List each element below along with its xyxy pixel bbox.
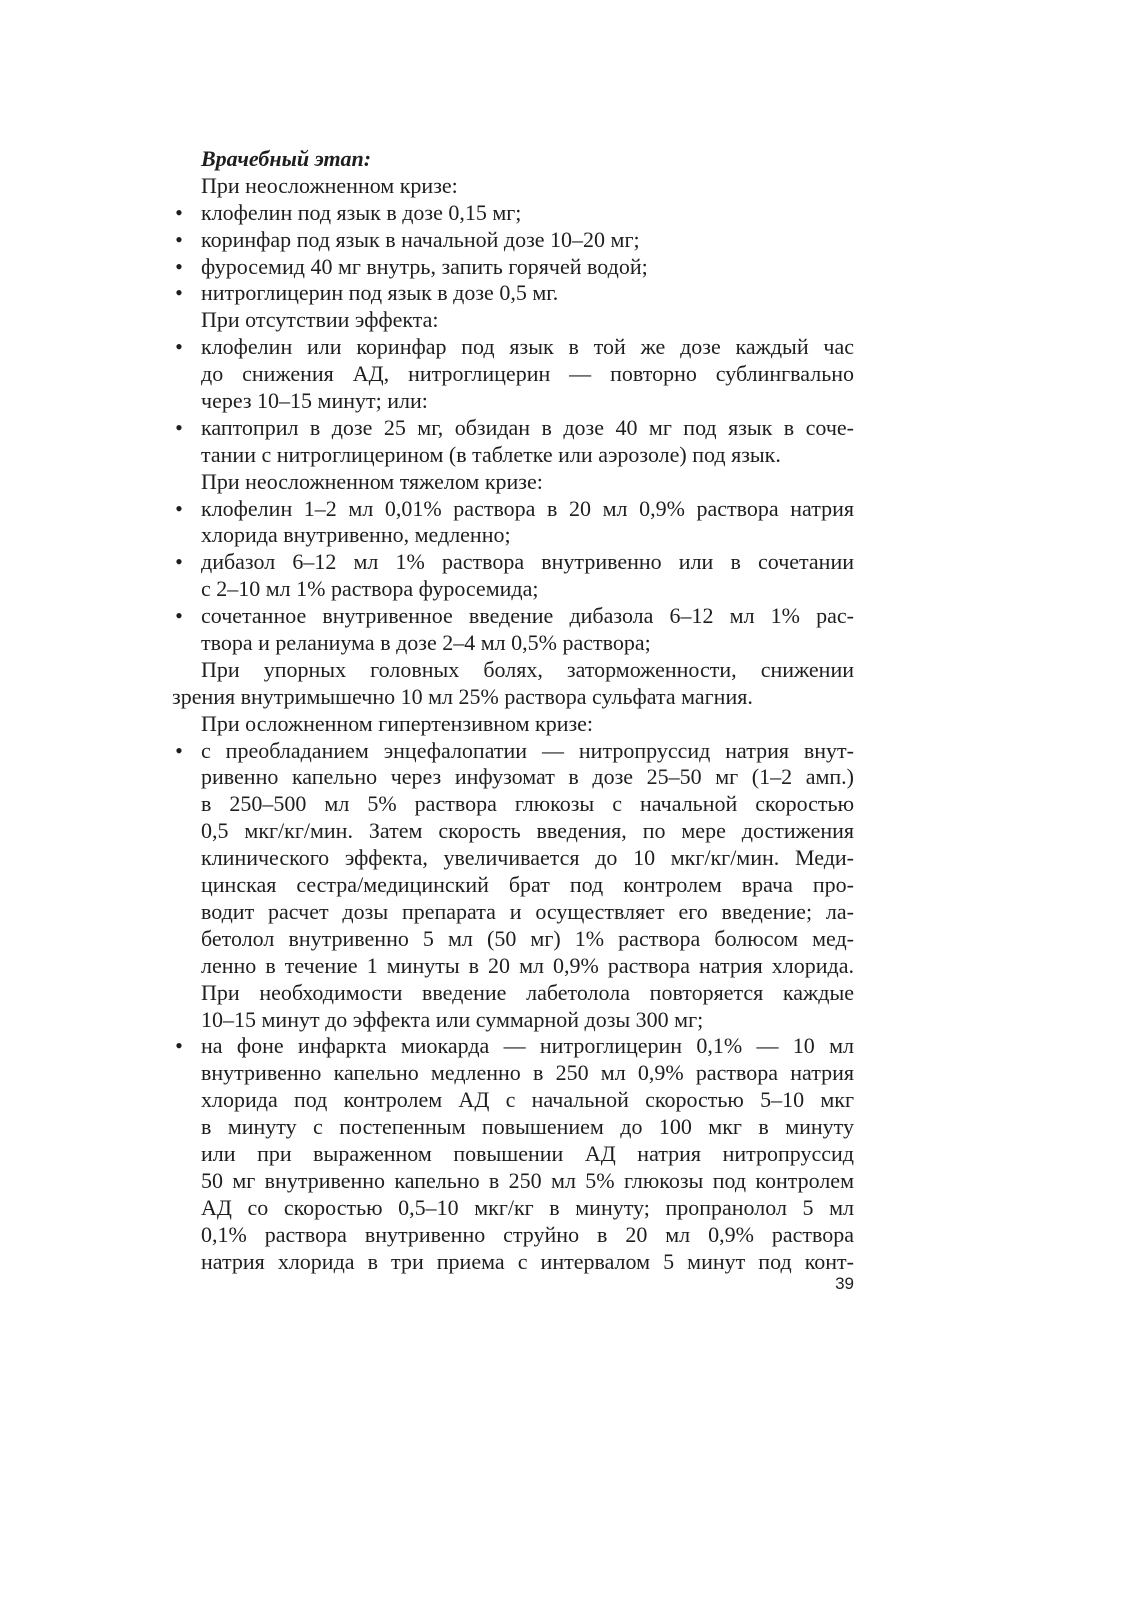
list-item-line: с преобладанием энцефалопатии — нитропруссид натрия внут- (201, 737, 854, 763)
list-item (172, 254, 854, 281)
list-item-line: на фоне инфаркта миокарда — нитроглицерин 0,1% — 10 мл (201, 1033, 854, 1059)
list-item-line: фуросемид 40 мг внутрь, запить горячей водой; (201, 253, 648, 279)
list-item-line: водит расчет дозы препарата и осуществляет его введение; ла- (201, 898, 854, 924)
list-item-line: клинического эффекта, увеличивается до 10 мкг/кг/мин. Меди- (201, 845, 854, 871)
bullet-marker: • (175, 1033, 183, 1059)
paragraph-headache-line: зрения внутримышечно 10 мл 25% раствора сульфата магния. (172, 683, 753, 709)
bullet-marker: • (175, 737, 183, 763)
bullet-marker: • (175, 334, 183, 360)
list-item-line: клофелин под язык в дозе 0,15 мг; (201, 199, 522, 225)
list-item-line: ривенно капельно через инфузомат в дозе 25–50 мг (1–2 амп.) (201, 764, 854, 790)
list-item-line: коринфар под язык в начальной дозе 10–20 мг; (201, 226, 640, 252)
bullet-marker: • (175, 253, 183, 279)
list-item-line: твора и реланиума в дозе 2–4 мл 0,5% раствора; (201, 630, 651, 656)
list-item (172, 1033, 854, 1275)
list-item-line: тании с нитроглицерином (в таблетке или аэрозоле) под язык. (201, 441, 781, 467)
list-item-line: хлорида под контролем АД с начальной скоростью 5–10 мкг (201, 1087, 854, 1113)
paragraph-no-effect-intro: При отсутствии эффекта: (201, 307, 439, 333)
list-item-line: цинская сестра/медицинский брат под контролем врача про- (201, 872, 854, 898)
section-heading: Врачебный этап: (201, 146, 372, 171)
list-item (172, 200, 854, 227)
list-item-line: бетолол внутривенно 5 мл (50 мг) 1% раствора болюсом мед- (201, 925, 854, 951)
bullet-marker: • (175, 495, 183, 521)
list-item (172, 227, 854, 254)
paragraph-severe-intro: При неосложненном тяжелом кризе: (201, 468, 543, 494)
bullet-marker: • (175, 280, 183, 306)
list-item-line: ленно в течение 1 минуты в 20 мл 0,9% раствора натрия хлорида. (201, 952, 854, 978)
bullet-marker: • (175, 414, 183, 440)
list-item-line: АД со скоростью 0,5–10 мкг/кг в минуту; пропранолол 5 мл (201, 1194, 854, 1220)
list-item-line: 0,5 мкг/кг/мин. Затем скорость введения, по мере достижения (201, 818, 854, 844)
list-item-line: клофелин 1–2 мл 0,01% раствора в 20 мл 0,9% раствора натрия (201, 495, 854, 521)
list-item-line: 50 мг внутривенно капельно в 250 мл 5% глюкозы под контролем (201, 1167, 854, 1193)
list-item-line: через 10–15 минут; или: (201, 388, 428, 414)
list-item-line: 0,1% раствора внутривенно струйно в 20 мл 0,9% раствора (201, 1221, 854, 1247)
paragraph-headache-line: При упорных головных болях, заторможенности, снижении (201, 656, 854, 682)
list-item-line: или при выраженном повышении АД натрия нитропруссид (201, 1140, 854, 1166)
list-item-line: хлорида внутривенно, медленно; (201, 522, 511, 548)
list-item (172, 549, 854, 603)
list-item (172, 603, 854, 657)
list-item (172, 280, 854, 307)
list-item-line: внутривенно капельно медленно в 250 мл 0,9% раствора натрия (201, 1060, 854, 1086)
list-item-line: При необходимости введение лабетолола повторяется каждые (201, 979, 854, 1005)
bullet-marker: • (175, 549, 183, 575)
list-item (172, 334, 854, 415)
list-item-line: до снижения АД, нитроглицерин — повторно сублингвально (201, 361, 854, 387)
list-item (172, 496, 854, 550)
bullet-marker: • (175, 603, 183, 629)
list-item-line: в минуту с постепенным повышением до 100 мкг в минуту (201, 1114, 854, 1140)
paragraph-complicated-intro: При осложненном гипертензивном кризе: (201, 710, 594, 736)
list-item-line: с 2–10 мл 1% раствора фуросемида; (201, 576, 539, 602)
body-text (172, 146, 854, 1275)
list-item-line: натрия хлорида в три приема с интервалом 5 минут под конт- (201, 1248, 854, 1274)
list-item (172, 738, 854, 1034)
paragraph-uncomplicated-intro: При неосложненном кризе: (201, 172, 458, 198)
list-item (172, 415, 854, 469)
list-item-line: сочетанное внутривенное введение дибазола 6–12 мл 1% рас- (201, 603, 854, 629)
bullet-marker: • (175, 226, 183, 252)
bullet-marker: • (175, 199, 183, 225)
list-item-line: нитроглицерин под язык в дозе 0,5 мг. (201, 280, 559, 306)
list-item-line: 10–15 минут до эффекта или суммарной дозы 300 мг; (201, 1006, 704, 1032)
list-item-line: в 250–500 мл 5% раствора глюкозы с начальной скоростью (201, 791, 854, 817)
list-item-line: каптоприл в дозе 25 мг, обзидан в дозе 40 мг под язык в соче- (201, 414, 854, 440)
page-number: 39 (835, 1274, 854, 1293)
list-item-line: дибазол 6–12 мл 1% раствора внутривенно или в сочетании (201, 549, 854, 575)
list-item-line: клофелин или коринфар под язык в той же дозе каждый час (201, 334, 854, 360)
